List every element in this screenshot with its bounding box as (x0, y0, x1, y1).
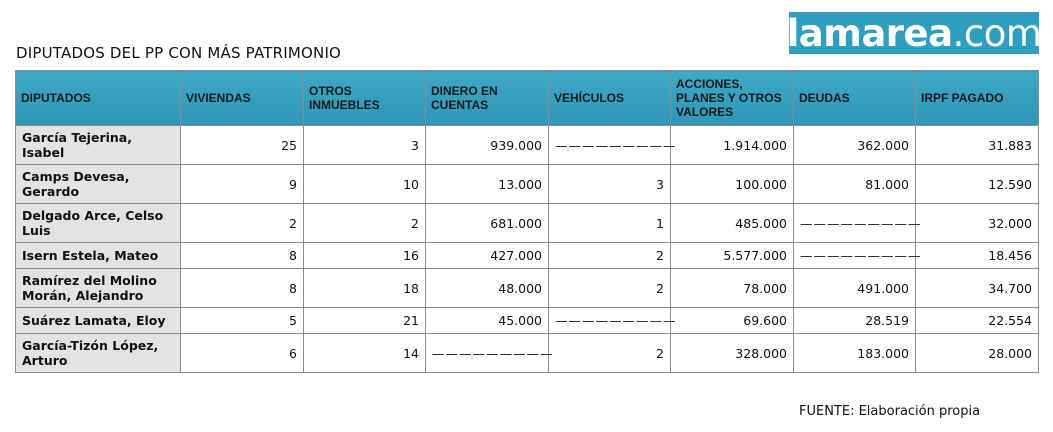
cell-acciones: 100.000 (671, 165, 794, 204)
cell-vehiculos: ————————— (549, 126, 671, 165)
table-row (16, 126, 1039, 165)
table-row (16, 243, 1039, 269)
cell-diputado: García-Tizón López, Arturo (16, 334, 181, 373)
header-otros-inmuebles: OTROS INMUEBLES (304, 71, 426, 126)
logo-text-domain: .com (952, 11, 1042, 55)
cell-acciones: 328.000 (671, 334, 794, 373)
header-viviendas: VIVIENDAS (181, 71, 304, 126)
cell-irpf: 22.554 (916, 308, 1039, 334)
cell-vehiculos: 2 (549, 243, 671, 269)
cell-diputado: Delgado Arce, Celso Luis (16, 204, 181, 243)
cell-dinero: 939.000 (426, 126, 549, 165)
header-irpf-pagado: IRPF PAGADO (916, 71, 1039, 126)
patrimonio-table (15, 70, 1039, 373)
cell-deudas: 362.000 (794, 126, 916, 165)
cell-acciones: 485.000 (671, 204, 794, 243)
table-row (16, 334, 1039, 373)
cell-diputado: Camps Devesa, Gerardo (16, 165, 181, 204)
cell-vehiculos: ————————— (549, 308, 671, 334)
cell-otros-inmuebles: 21 (304, 308, 426, 334)
cell-irpf: 18.456 (916, 243, 1039, 269)
cell-deudas: ————————— (794, 243, 916, 269)
cell-acciones: 78.000 (671, 269, 794, 308)
cell-irpf: 28.000 (916, 334, 1039, 373)
header-deudas: DEUDAS (794, 71, 916, 126)
cell-diputado: Suárez Lamata, Eloy (16, 308, 181, 334)
cell-irpf: 31.883 (916, 126, 1039, 165)
table-header-row (16, 71, 1039, 126)
page-title: DIPUTADOS DEL PP CON MÁS PATRIMONIO (16, 44, 342, 62)
header-vehiculos: VEHÍCULOS (549, 71, 671, 126)
table-row (16, 204, 1039, 243)
cell-dinero: 681.000 (426, 204, 549, 243)
cell-dinero: 45.000 (426, 308, 549, 334)
cell-otros-inmuebles: 14 (304, 334, 426, 373)
logo-text-main: lamarea (786, 11, 953, 55)
cell-dinero: ————————— (426, 334, 549, 373)
cell-viviendas: 5 (181, 308, 304, 334)
cell-deudas: 183.000 (794, 334, 916, 373)
cell-dinero: 427.000 (426, 243, 549, 269)
cell-dinero: 48.000 (426, 269, 549, 308)
cell-vehiculos: 2 (549, 269, 671, 308)
cell-irpf: 12.590 (916, 165, 1039, 204)
source-note: FUENTE: Elaboración propia (799, 404, 981, 419)
header-diputados: DIPUTADOS (16, 71, 181, 126)
cell-diputado: García Tejerina, Isabel (16, 126, 181, 165)
lamarea-logo (786, 11, 1042, 55)
cell-acciones: 1.914.000 (671, 126, 794, 165)
cell-otros-inmuebles: 2 (304, 204, 426, 243)
cell-deudas: ————————— (794, 204, 916, 243)
table-row (16, 269, 1039, 308)
cell-dinero: 13.000 (426, 165, 549, 204)
cell-otros-inmuebles: 3 (304, 126, 426, 165)
cell-otros-inmuebles: 16 (304, 243, 426, 269)
cell-deudas: 491.000 (794, 269, 916, 308)
cell-vehiculos: 1 (549, 204, 671, 243)
header-dinero-en-cuentas: DINERO EN CUENTAS (426, 71, 549, 126)
table-row (16, 165, 1039, 204)
cell-viviendas: 2 (181, 204, 304, 243)
cell-viviendas: 8 (181, 269, 304, 308)
cell-irpf: 34.700 (916, 269, 1039, 308)
cell-deudas: 81.000 (794, 165, 916, 204)
header-acciones: ACCIONES, PLANES Y OTROS VALORES (671, 71, 794, 126)
cell-diputado: Ramírez del Molino Morán, Alejandro (16, 269, 181, 308)
cell-irpf: 32.000 (916, 204, 1039, 243)
cell-diputado: Isern Estela, Mateo (16, 243, 181, 269)
cell-vehiculos: 2 (549, 334, 671, 373)
cell-vehiculos: 3 (549, 165, 671, 204)
cell-viviendas: 25 (181, 126, 304, 165)
cell-deudas: 28.519 (794, 308, 916, 334)
cell-otros-inmuebles: 10 (304, 165, 426, 204)
cell-otros-inmuebles: 18 (304, 269, 426, 308)
cell-acciones: 5.577.000 (671, 243, 794, 269)
table-row (16, 308, 1039, 334)
cell-viviendas: 8 (181, 243, 304, 269)
cell-acciones: 69.600 (671, 308, 794, 334)
cell-viviendas: 9 (181, 165, 304, 204)
cell-viviendas: 6 (181, 334, 304, 373)
